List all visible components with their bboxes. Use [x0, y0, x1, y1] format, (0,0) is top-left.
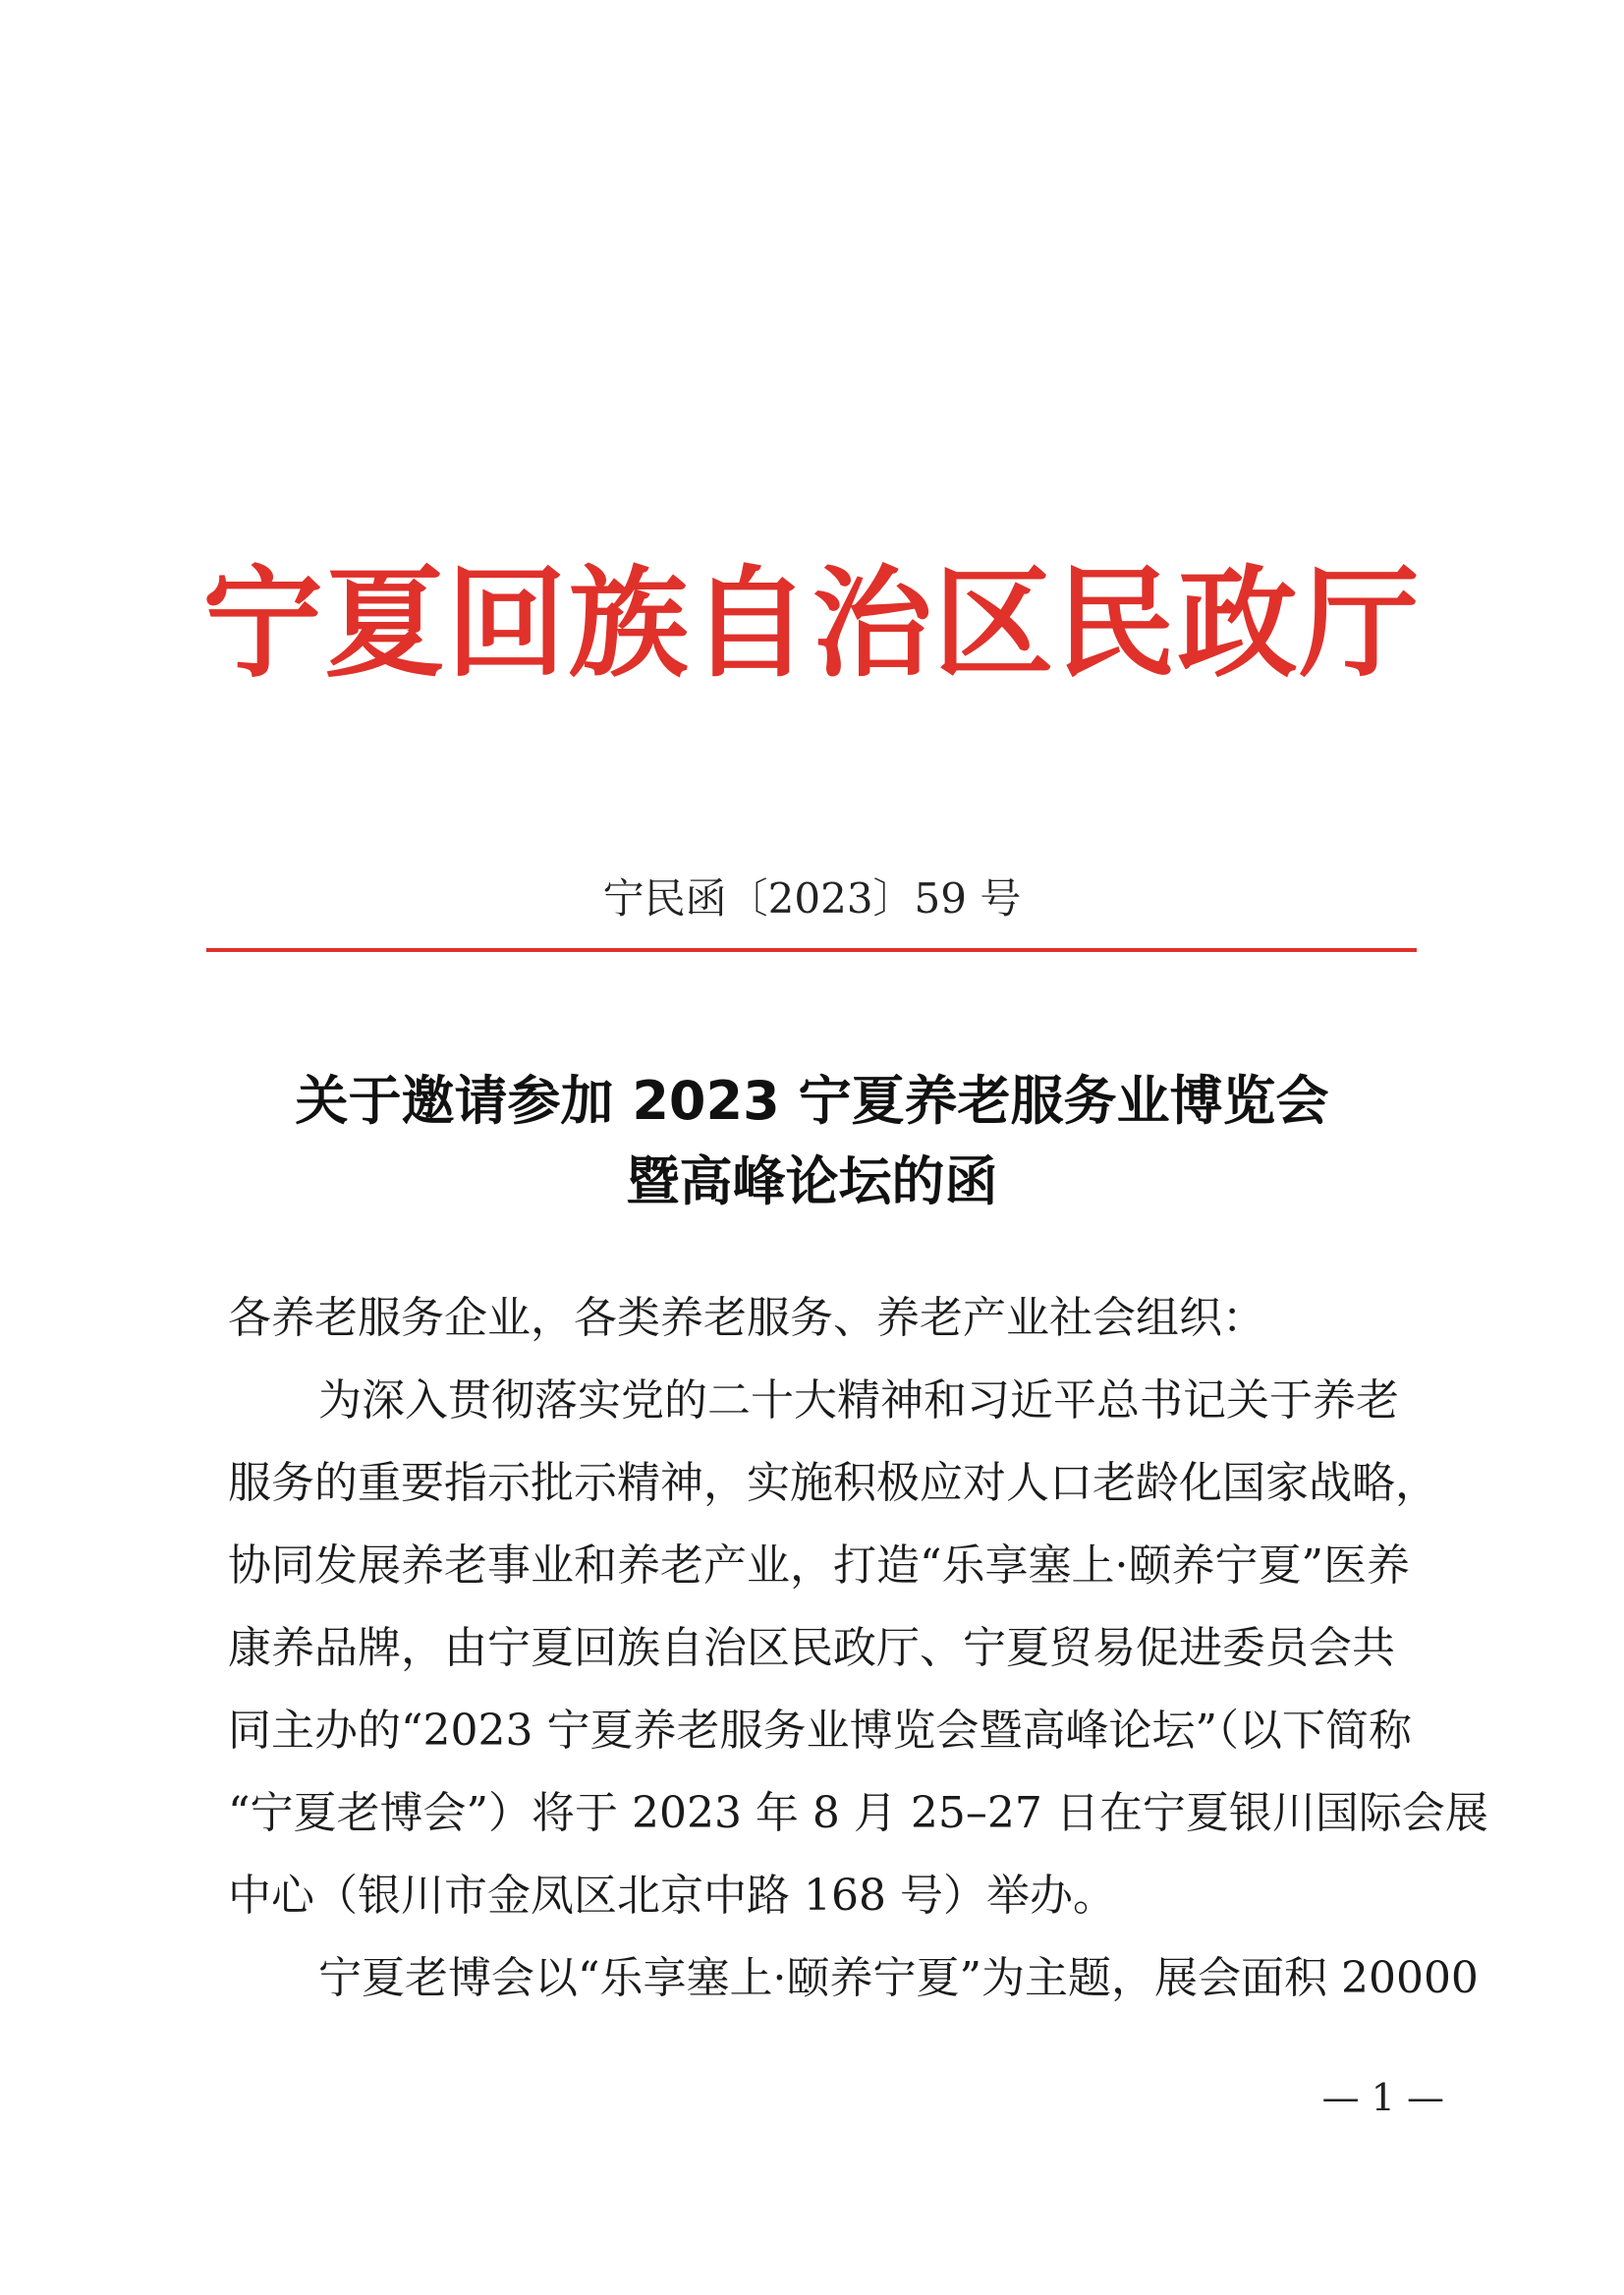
- body-text: [228, 1277, 1488, 2020]
- body-line: 服务的重要指示批示精神，实施积极应对人口老龄化国家战略，: [228, 1458, 1438, 1508]
- body-line: 康养品牌，由宁夏回族自治区民政厅、宁夏贸易促进委员会共: [228, 1623, 1395, 1673]
- masthead-org-name: 宁夏回族自治区民政厅: [202, 554, 1422, 694]
- salutation: 各养老服务企业，各类养老服务、养老产业社会组织：: [228, 1293, 1265, 1343]
- body-line: 同主办的“2023 宁夏养老服务业博览会暨高峰论坛”（以下简称: [228, 1706, 1412, 1756]
- title-line-1: 关于邀请参加 2023 宁夏养老服务业博览会: [295, 1070, 1329, 1132]
- title-line-2: 暨高峰论坛的函: [626, 1150, 998, 1212]
- body-line: “宁夏老博会”）将于 2023 年 8 月 25–27 日在宁夏银川国际会展: [228, 1788, 1488, 1838]
- body-line: 中心（银川市金凤区北京中路 168 号）举办。: [228, 1871, 1116, 1921]
- page-number: — 1 —: [1321, 2076, 1444, 2119]
- red-divider-line: [206, 948, 1417, 952]
- document-title: [0, 1061, 1624, 1222]
- body-line: 协同发展养老事业和养老产业，打造“乐享塞上·颐养宁夏”医养: [228, 1540, 1410, 1591]
- body-line: 为深入贯彻落实党的二十大精神和习近平总书记关于养老: [318, 1375, 1399, 1426]
- document-number: 宁民函〔2023〕59 号: [602, 874, 1022, 923]
- body-line: 宁夏老博会以“乐享塞上·颐养宁夏”为主题，展会面积 20000: [318, 1953, 1479, 2003]
